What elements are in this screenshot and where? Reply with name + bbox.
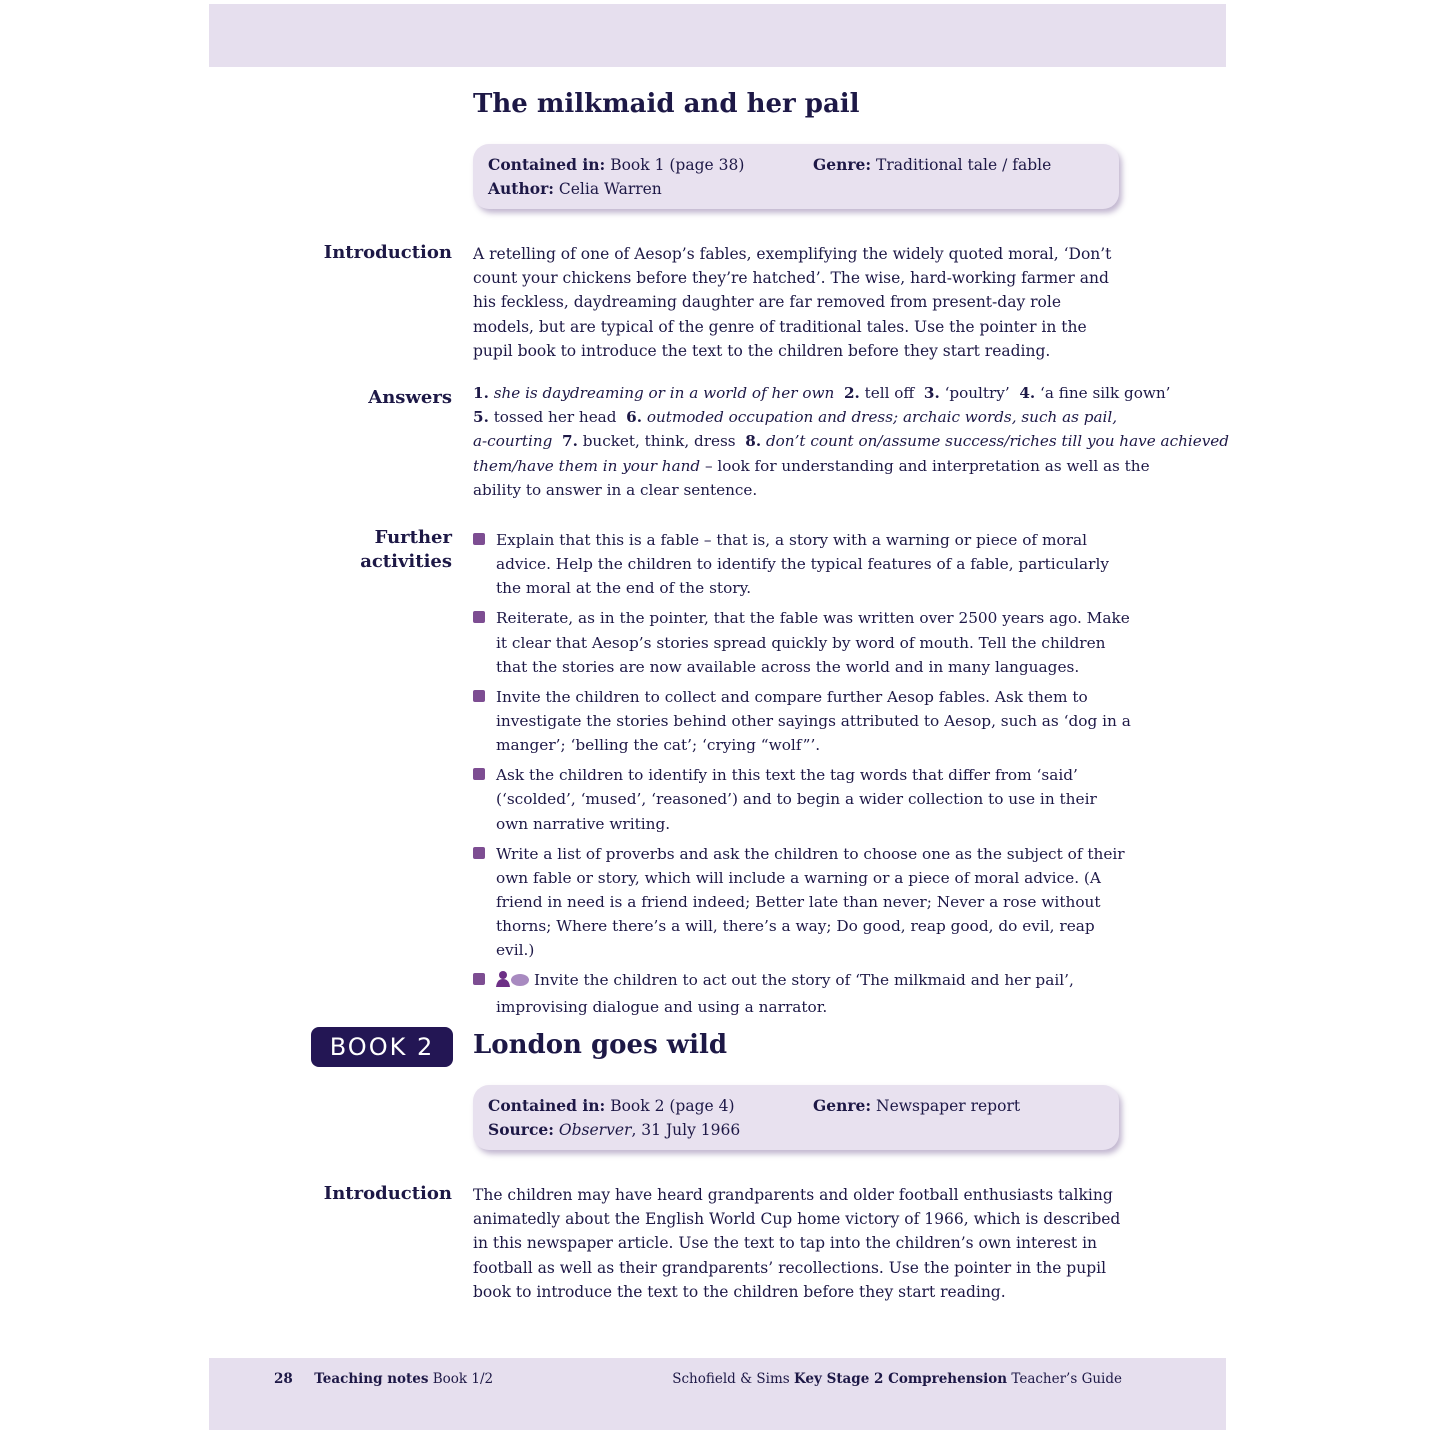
bullet-square-icon [473, 690, 485, 702]
page-number: 28 [274, 1371, 293, 1387]
further-activities-label: Further activities [360, 527, 452, 572]
further-activities-list [473, 528, 1133, 1025]
bullet-square-icon [473, 847, 485, 859]
bullet-square-icon [473, 768, 485, 780]
header-band [209, 4, 1226, 67]
introduction-text: The children may have heard grandparents and older football enthusiasts talking animatedly about the English World Cup home victory of 1966, which is described in this newspaper article. Use the text to tap into the children’s own interest in football as well as their grandparents’ recollections. Use the pointer in the pupil book to introduce the text to the children before they start reading. [473, 1186, 1121, 1301]
source: Source: Observer, 31 July 1966 [488, 1120, 741, 1139]
introduction-text: A retelling of one of Aesop’s fables, exemplifying the widely quoted moral, ‘Don’t count your chickens before they’re hatched’. The wise, hard-working farmer and his feckless, daydreaming daughter are far removed from present-day role models, but are typical of the genre of traditional tales. Use the pointer in the pupil book to introduce the text to the children before they start reading. [473, 245, 1112, 360]
bullet-square-icon [473, 973, 485, 985]
genre: Genre: Traditional tale / fable [813, 155, 1052, 174]
answers-line-3: a-courting 7. bucket, think, dress 8. don’t count on/assume success/riches till you have achieved [473, 432, 1230, 451]
footer-left: 28 Teaching notes Book 1/2 [274, 1371, 494, 1387]
list-item: Write a list of proverbs and ask the children to choose one as the subject of their own fable or story, which will include a warning or a piece of moral advice. (A friend in need is a friend indeed; Better late than never; Never a rose without thorns; Where there’s a will, there’s a way; Do good, reap good, do evil, reap evil.) [473, 842, 1133, 963]
list-item: Ask the children to identify in this text the tag words that differ from ‘said’ (‘scolded’, ‘mused’, ‘reasoned’) and to begin a wider collection to use in their own narrative writing. [473, 763, 1133, 836]
author: Author: Celia Warren [488, 179, 662, 198]
list-item: Invite the children to act out the story of ‘The milkmaid and her pail’, improvising dialogue and using a narrator. [473, 968, 1133, 1018]
info-box-london [473, 1085, 1119, 1150]
section-title-milkmaid: The milkmaid and her pail [473, 89, 860, 119]
introduction-label: Introduction [323, 242, 452, 263]
list-item: Explain that this is a fable – that is, a story with a warning or piece of moral advice. Help the children to identify the typical features of a fable, particularly the moral at the end of the story. [473, 528, 1133, 601]
answers-label: Answers [368, 387, 452, 408]
answers-line-4: them/have them in your hand – look for understanding and interpretation as well as the [473, 456, 1150, 475]
answers-line-5: ability to answer in a clear sentence. [473, 480, 758, 499]
genre: Genre: Newspaper report [813, 1096, 1021, 1115]
answers-line-1: 1. she is daydreaming or in a world of her own 2. tell off 3. ‘poultry’ 4. ‘a fine silk gown’ [473, 384, 1171, 402]
contained-in: Contained in: Book 2 (page 4) [488, 1096, 735, 1115]
introduction-label: Introduction [323, 1183, 452, 1204]
info-box-milkmaid [473, 144, 1119, 209]
book-badge: BOOK 2 [311, 1027, 453, 1067]
bullet-square-icon [473, 611, 485, 623]
footer-band [209, 1358, 1226, 1430]
list-item: Invite the children to collect and compare further Aesop fables. Ask them to investigate the stories behind other sayings attributed to Aesop, such as ‘dog in a manger’; ‘belling the cat’; ‘crying “wolf”’. [473, 685, 1133, 758]
answers-text [473, 381, 1230, 502]
page [209, 4, 1230, 1430]
drama-speech-icon [496, 970, 530, 994]
footer-right: Schofield & Sims Key Stage 2 Comprehension Teacher’s Guide [672, 1371, 1122, 1387]
section-title-london: London goes wild [473, 1030, 728, 1060]
bullet-square-icon [473, 533, 485, 545]
contained-in: Contained in: Book 1 (page 38) [488, 155, 745, 174]
list-item: Reiterate, as in the pointer, that the fable was written over 2500 years ago. Make it clear that Aesop’s stories spread quickly by word of mouth. Tell the children that the stories are now available across the world and in many languages. [473, 606, 1133, 679]
answers-line-2: 5. tossed her head 6. outmoded occupation and dress; archaic words, such as pail, [473, 408, 1118, 427]
